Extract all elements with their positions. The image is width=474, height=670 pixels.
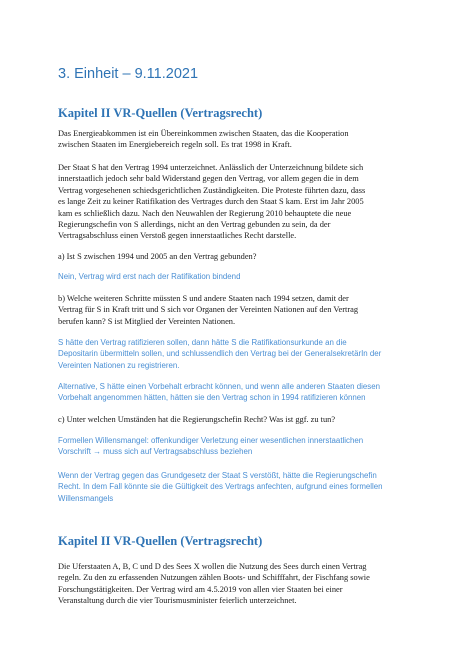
text-line: regeln. Zu den zu erfassenden Nutzungen zählen Boots- und Schifffahrt, der Fischfang sowie bbox=[58, 573, 370, 583]
text-line: Vereinten Nationen zu registrieren. bbox=[58, 360, 180, 370]
text-line: kam es schließlich dazu. Nach den Neuwahlen der Regierung 2010 behauptete die neue bbox=[58, 208, 352, 218]
answer-b-alternative bbox=[58, 381, 438, 404]
text-line: innerstaatlich jedoch sehr bald Widerstand gegen den Vertrag, vor allem gegen die in dem bbox=[58, 174, 359, 184]
text-line: Die Uferstaaten A, B, C und D des Sees X wollen die Nutzung des Sees durch einen Vertrag bbox=[58, 562, 367, 571]
text-line: Willensmangels bbox=[58, 493, 114, 503]
text-line: b) Welche weiteren Schritte müssten S und andere Staaten nach 1994 setzen, damit der bbox=[58, 294, 349, 303]
question-a bbox=[58, 251, 438, 262]
question-c bbox=[58, 414, 438, 425]
text-line: Nein, Vertrag wird erst nach der Ratifikation bindend bbox=[58, 272, 241, 281]
text-line: Regierungschefin von S allerdings, nicht an den Vertrag gebunden zu sein, da der bbox=[58, 220, 331, 230]
intro-paragraph bbox=[58, 128, 438, 151]
section-title: 3. Einheit – 9.11.2021 bbox=[58, 66, 199, 82]
text-line: Veranstaltung durch die vier Tourismusminister feierlich unterzeichnet. bbox=[58, 596, 297, 606]
text-line: Recht. In dem Fall könnte sie die Gültigkeit des Vertrags anfechten, aufgrund eines formellen bbox=[58, 482, 383, 492]
text-line: zwischen Staaten im Energiebereich regeln soll. Es trat 1998 in Kraft. bbox=[58, 140, 292, 150]
text-line: Formellen Willensmangel: offenkundiger Verletzung einer wesentlichen innerstaatlichen bbox=[58, 436, 364, 445]
text-line: Alternative, S hätte einen Vorbehalt erbracht können, und wenn alle anderen Staaten diesen bbox=[58, 382, 380, 391]
text-line: Depositarin übermitteln sollen, und schlussendlich den Vertrag bei der GeneralsekretärIn der bbox=[58, 349, 382, 359]
answer-a bbox=[58, 271, 438, 282]
answer-c-willensmangel bbox=[58, 435, 438, 458]
text-line: c) Unter welchen Umständen hat die Regierungschefin Recht? Was ist ggf. zu tun? bbox=[58, 415, 336, 424]
text-line: a) Ist S zwischen 1994 und 2005 an den Vertrag gebunden? bbox=[58, 252, 257, 261]
text-line: Vertrag für S in Kraft tritt und S sich vor Organen der Vereinten Nationen auf den Vertrag bbox=[58, 305, 359, 315]
text-line: Forschungstätigkeiten. Der Vertrag wird am 4.5.2019 von allen vier Staaten bei einer bbox=[58, 584, 343, 594]
answer-c-grundgesetz bbox=[58, 470, 438, 504]
text-line: Vertragsabschluss einen Verstoß gegen innerstaatliches Recht darstelle. bbox=[58, 231, 297, 241]
answer-b-ratification bbox=[58, 337, 438, 371]
question-b bbox=[58, 293, 438, 327]
text-line: Das Energieabkommen ist ein Übereinkommen zwischen Staaten, das die Kooperation bbox=[58, 129, 349, 138]
chapter-heading-2: Kapitel II VR-Quellen (Vertragsrecht) bbox=[58, 534, 263, 548]
text-line: berufen kann? S ist Mitglied der Vereinten Nationen. bbox=[58, 316, 236, 326]
text-line: es lange Zeit zu keiner Ratifikation des Vertrages durch den Staat S kam. Erst im Jahr 2005 bbox=[58, 197, 364, 207]
text-line: Der Staat S hat den Vertrag 1994 unterzeichnet. Anlässlich der Unterzeichnung bildete sich bbox=[58, 163, 364, 172]
facts-paragraph-2 bbox=[58, 561, 438, 607]
text-line: S hätte den Vertrag ratifizieren sollen, dann hätte S die Ratifikationsurkunde an die bbox=[58, 338, 347, 347]
chapter-heading-1: Kapitel II VR-Quellen (Vertragsrecht) bbox=[58, 106, 263, 120]
text-line: Vorschrift → muss sich auf Vertragsabschluss beziehen bbox=[58, 447, 253, 457]
text-line: Wenn der Vertrag gegen das Grundgesetz der Staat S verstößt, hätte die Regierungschefin bbox=[58, 471, 377, 480]
text-line: Vertrag vorgesehenen schiedsgerichtlichen Zuständigkeiten. Die Proteste führten dazu, dass bbox=[58, 185, 366, 195]
text-line: Vorbehalt angenommen hätten, hätten sie den Vertrag schon in 1994 ratifizieren können bbox=[58, 393, 366, 403]
facts-paragraph bbox=[58, 162, 438, 242]
